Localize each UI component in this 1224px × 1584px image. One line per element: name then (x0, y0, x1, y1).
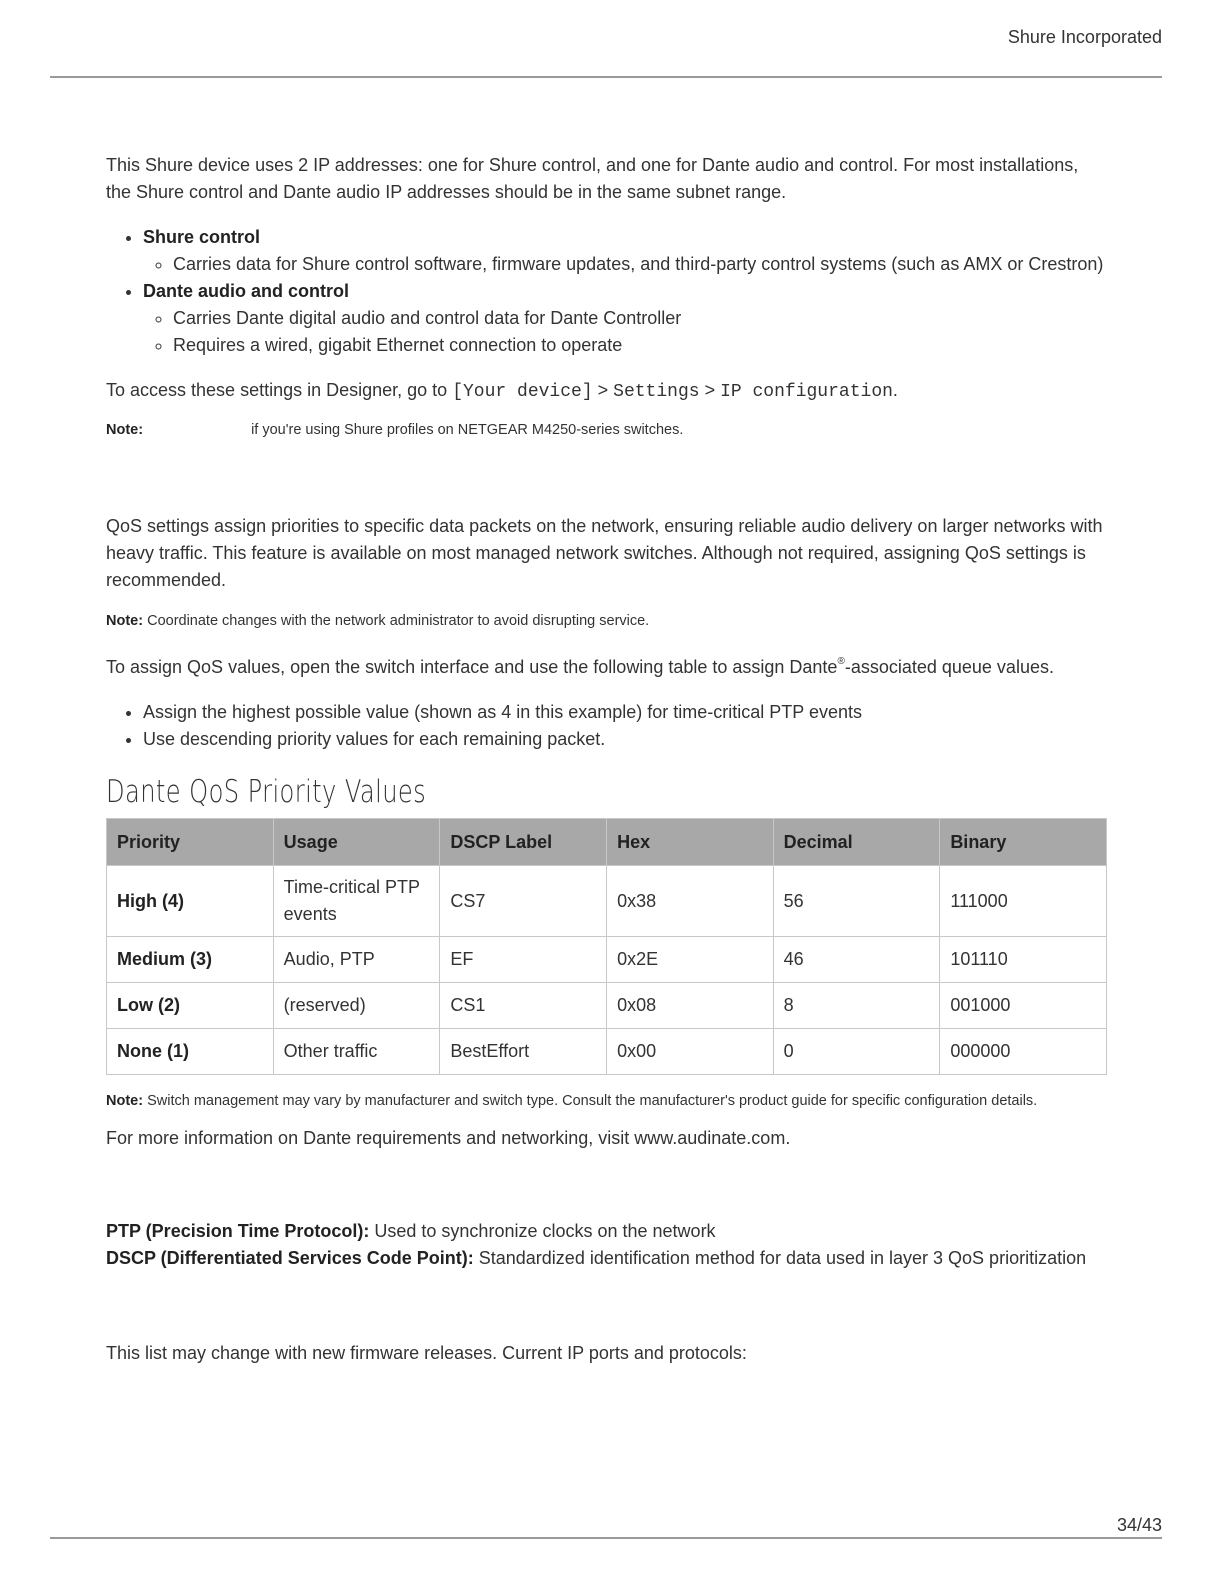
table-note (106, 1091, 1106, 1111)
ip-intro: This Shure device uses 2 IP addresses: one for Shure control, and one for Dante audio and control. For most installations, the Shure control and Dante audio IP addresses should be in the same subnet range. (106, 155, 1079, 202)
cell-binary: 111000 (940, 866, 1107, 937)
ip-list (106, 224, 1106, 359)
header-rule (50, 76, 1162, 78)
access-path-settings: Settings (613, 382, 700, 402)
column-header-priority: Priority (107, 819, 274, 866)
table-row (107, 937, 1107, 983)
ip-note (106, 420, 1106, 440)
access-instructions (106, 377, 1106, 406)
cell-priority: None (1) (107, 1029, 274, 1075)
cell-hex: 0x08 (607, 983, 774, 1029)
table-header-row (107, 819, 1107, 866)
access-separator: > (699, 380, 721, 400)
cell-usage: Time-critical PTP events (273, 866, 440, 937)
sub-list (143, 305, 1106, 359)
qos-intro: QoS settings assign priorities to specific data packets on the network, ensuring reliable audio delivery on larger networks with heavy traffic. This feature is available on most managed network switches. Although not required, assigning QoS settings is recommended. (106, 516, 1103, 590)
cell-decimal: 46 (773, 937, 940, 983)
sub-list-item: ◦ Carries data for Shure control software, firmware updates, and third-party control systems (such as AMX or Crestron) (173, 251, 1106, 278)
cell-decimal: 56 (773, 866, 940, 937)
table-row (107, 866, 1107, 937)
list-item: • Assign the highest possible value (shown as 4 in this example) for time-critical PTP events (143, 699, 1106, 726)
glossary-def-dscp: Standardized identification method for data used in layer 3 QoS prioritization (473, 1248, 1087, 1268)
list-item-title: Dante audio and control (143, 281, 350, 301)
cell-dscp-label: CS1 (440, 983, 607, 1029)
qos-bullets (106, 699, 1106, 753)
qos-note (106, 611, 1106, 631)
qos-priority-table (106, 818, 1107, 1075)
glossary-term-dscp: DSCP (Differentiated Services Code Point): (106, 1248, 474, 1268)
cell-decimal: 0 (773, 1029, 940, 1075)
access-separator: > (592, 380, 614, 400)
glossary-dscp (106, 1245, 1106, 1272)
note-text: if you're using Shure profiles on NETGEAR M4250-series switches. (251, 422, 684, 438)
column-header-dscp-label: DSCP Label (440, 819, 607, 866)
cell-binary: 101110 (940, 937, 1107, 983)
cell-dscp-label: CS7 (440, 866, 607, 937)
access-path-device: [Your device] (452, 382, 593, 402)
ports-intro: This list may change with new firmware releases. Current IP ports and protocols: (106, 1343, 747, 1363)
column-header-hex: Hex (607, 819, 774, 866)
cell-priority: High (4) (107, 866, 274, 937)
assign-prefix: To assign QoS values, open the switch interface and use the following table to assign Dante (106, 657, 838, 677)
qos-assign-instructions (106, 648, 1106, 681)
table-row (107, 983, 1107, 1029)
cell-hex: 0x00 (607, 1029, 774, 1075)
list-item-title: Shure control (143, 227, 261, 247)
cell-dscp-label: EF (440, 937, 607, 983)
cell-usage: Audio, PTP (273, 937, 440, 983)
column-header-binary: Binary (940, 819, 1107, 866)
assign-suffix: -associated queue values. (844, 657, 1054, 677)
access-prefix: To access these settings in Designer, go to (106, 380, 453, 400)
cell-hex: 0x38 (607, 866, 774, 937)
access-path-ip-config: IP configuration (720, 382, 893, 402)
cell-binary: 001000 (940, 983, 1107, 1029)
list-item: • Use descending priority values for each remaining packet. (143, 726, 1106, 753)
note-text: Switch management may vary by manufacturer and switch type. Consult the manufacturer's product guide for specific configuration details. (143, 1093, 1038, 1109)
table-title: Dante QoS Priority Values (106, 774, 427, 810)
cell-priority: Medium (3) (107, 937, 274, 983)
column-header-usage: Usage (273, 819, 440, 866)
table-row (107, 1029, 1107, 1075)
sub-list-item: ◦ Carries Dante digital audio and control data for Dante Controller (173, 305, 1106, 332)
list-item (143, 224, 1106, 278)
glossary-def-ptp: Used to synchronize clocks on the network (369, 1221, 716, 1241)
cell-usage: (reserved) (273, 983, 440, 1029)
note-text: Coordinate changes with the network administrator to avoid disrupting service. (143, 613, 650, 629)
glossary-term-ptp: PTP (Precision Time Protocol): (106, 1221, 370, 1241)
sub-list-item: ◦ Requires a wired, gigabit Ethernet connection to operate (173, 332, 1106, 359)
cell-binary: 000000 (940, 1029, 1107, 1075)
cell-decimal: 8 (773, 983, 940, 1029)
glossary-ptp (106, 1218, 1106, 1245)
cell-usage: Other traffic (273, 1029, 440, 1075)
more-info: For more information on Dante requirements and networking, visit www.audinate.com. (106, 1128, 791, 1148)
page-number: 34/43 (1116, 1515, 1162, 1535)
note-label: Note: (106, 613, 144, 629)
access-suffix: . (892, 380, 898, 400)
cell-priority: Low (2) (107, 983, 274, 1029)
footer-rule (50, 1537, 1162, 1539)
list-item (143, 278, 1106, 359)
registered-mark: ® (837, 656, 845, 667)
cell-hex: 0x2E (607, 937, 774, 983)
column-header-decimal: Decimal (773, 819, 940, 866)
cell-dscp-label: BestEffort (440, 1029, 607, 1075)
sub-list (143, 251, 1106, 278)
page-content (106, 152, 1106, 1367)
header-company: Shure Incorporated (1007, 27, 1162, 47)
note-label: Note: (106, 422, 144, 438)
note-label: Note: (106, 1093, 144, 1109)
